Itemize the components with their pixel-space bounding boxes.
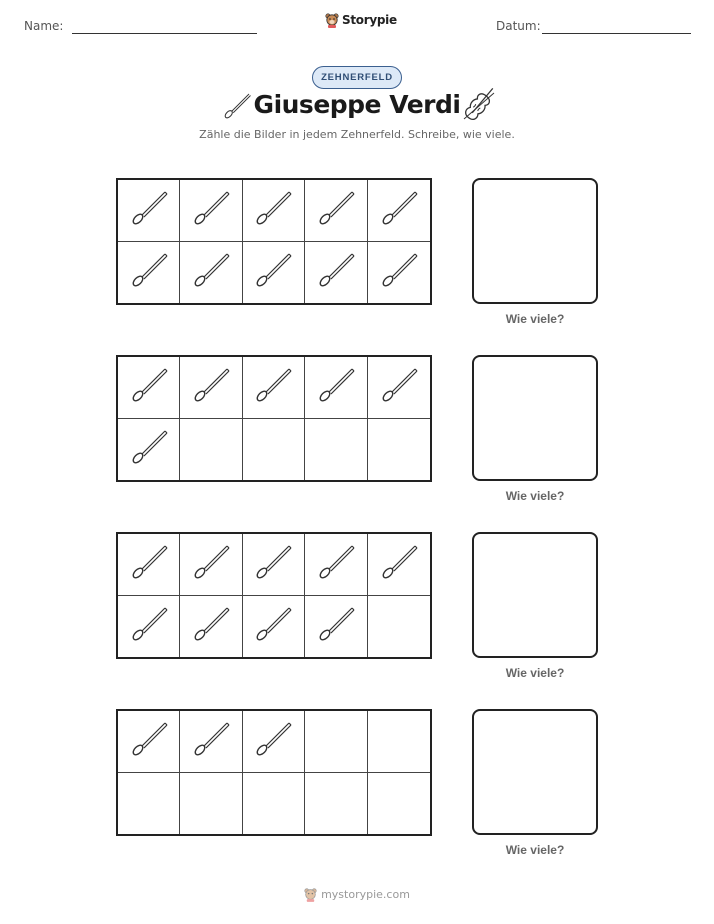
answer-prompt-3: Wie viele?	[505, 666, 565, 680]
ten-frame-cell	[368, 773, 430, 835]
baton-icon	[253, 188, 293, 233]
baton-icon	[191, 365, 231, 410]
date-line[interactable]	[542, 33, 691, 34]
brand-name: Storypie	[342, 13, 397, 27]
answer-box-4[interactable]	[472, 709, 598, 835]
ten-frame-cell	[243, 534, 305, 596]
ten-frame-cell	[180, 357, 242, 419]
ten-frame-cell	[368, 180, 430, 242]
storypie-logo	[325, 12, 397, 28]
baton-icon	[253, 250, 293, 295]
ten-frame-cell	[118, 419, 180, 481]
ten-frame-cell	[118, 773, 180, 835]
ten-frame-cell	[118, 534, 180, 596]
ten-frame-cell	[305, 534, 367, 596]
baton-icon	[316, 542, 356, 587]
ten-frame-cell	[368, 242, 430, 304]
footer	[0, 887, 714, 902]
answer-box-2[interactable]	[472, 355, 598, 481]
ten-frame-cell	[305, 242, 367, 304]
answer-box-1[interactable]	[472, 178, 598, 304]
ten-frame-cell	[180, 180, 242, 242]
baton-icon	[316, 188, 356, 233]
baton-icon	[129, 604, 169, 649]
bear-mascot-icon	[304, 887, 317, 902]
answer-prompt-2: Wie viele?	[505, 489, 565, 503]
ten-frame-cell	[305, 711, 367, 773]
ten-frame-cell	[180, 773, 242, 835]
ten-frame-cell	[368, 711, 430, 773]
ten-frame-cell	[243, 419, 305, 481]
worksheet-type-badge: ZEHNERFELD	[312, 66, 402, 89]
baton-icon	[253, 719, 293, 764]
ten-frame-cell	[368, 534, 430, 596]
ten-frame-cell	[305, 596, 367, 658]
ten-frame-4	[116, 709, 432, 836]
ten-frame-1	[116, 178, 432, 305]
ten-frame-cell	[243, 596, 305, 658]
instructions: Zähle die Bilder in jedem Zehnerfeld. Schreibe, wie viele.	[199, 128, 515, 141]
name-label: Name:	[24, 19, 64, 33]
baton-icon	[129, 719, 169, 764]
baton-icon	[253, 365, 293, 410]
ten-frame-cell	[180, 596, 242, 658]
ten-frame-cell	[243, 242, 305, 304]
baton-icon	[129, 250, 169, 295]
baton-icon	[129, 188, 169, 233]
ten-frame-cell	[305, 419, 367, 481]
ten-frame-cell	[368, 419, 430, 481]
ten-frame-cell	[243, 180, 305, 242]
ten-frame-cell	[305, 773, 367, 835]
date-label: Datum:	[496, 19, 541, 33]
baton-icon	[379, 188, 419, 233]
baton-icon	[191, 542, 231, 587]
ten-frame-cell	[305, 180, 367, 242]
ten-frame-cell	[180, 419, 242, 481]
ten-frame-cell	[305, 357, 367, 419]
ten-frame-cell	[118, 357, 180, 419]
ten-frame-cell	[180, 242, 242, 304]
ten-frame-cell	[243, 711, 305, 773]
ten-frame-cell	[118, 596, 180, 658]
page-title: Giuseppe Verdi	[253, 90, 461, 119]
ten-frame-cell	[180, 534, 242, 596]
baton-icon	[379, 365, 419, 410]
baton-icon	[191, 719, 231, 764]
baton-icon	[316, 604, 356, 649]
ten-frame-cell	[118, 711, 180, 773]
baton-icon	[191, 604, 231, 649]
baton-icon	[191, 250, 231, 295]
ten-frame-cell	[180, 711, 242, 773]
ten-frame-2	[116, 355, 432, 482]
ten-frame-cell	[243, 357, 305, 419]
answer-prompt-1: Wie viele?	[505, 312, 565, 326]
ten-frame-cell	[243, 773, 305, 835]
baton-icon	[253, 604, 293, 649]
ten-frame-cell	[368, 596, 430, 658]
baton-icon	[316, 250, 356, 295]
baton-icon	[129, 542, 169, 587]
baton-icon	[379, 250, 419, 295]
ten-frame-3	[116, 532, 432, 659]
footer-url: mystorypie.com	[321, 888, 410, 901]
baton-icon	[316, 365, 356, 410]
ten-frame-cell	[118, 242, 180, 304]
baton-icon	[129, 427, 169, 472]
baton-icon	[379, 542, 419, 587]
ten-frame-cell	[118, 180, 180, 242]
baton-icon	[253, 542, 293, 587]
violin-icon	[458, 87, 498, 125]
answer-box-3[interactable]	[472, 532, 598, 658]
bear-mascot-icon	[325, 12, 339, 28]
answer-prompt-4: Wie viele?	[505, 843, 565, 857]
ten-frame-cell	[368, 357, 430, 419]
name-line[interactable]	[72, 33, 257, 34]
baton-icon	[129, 365, 169, 410]
baton-icon	[191, 188, 231, 233]
